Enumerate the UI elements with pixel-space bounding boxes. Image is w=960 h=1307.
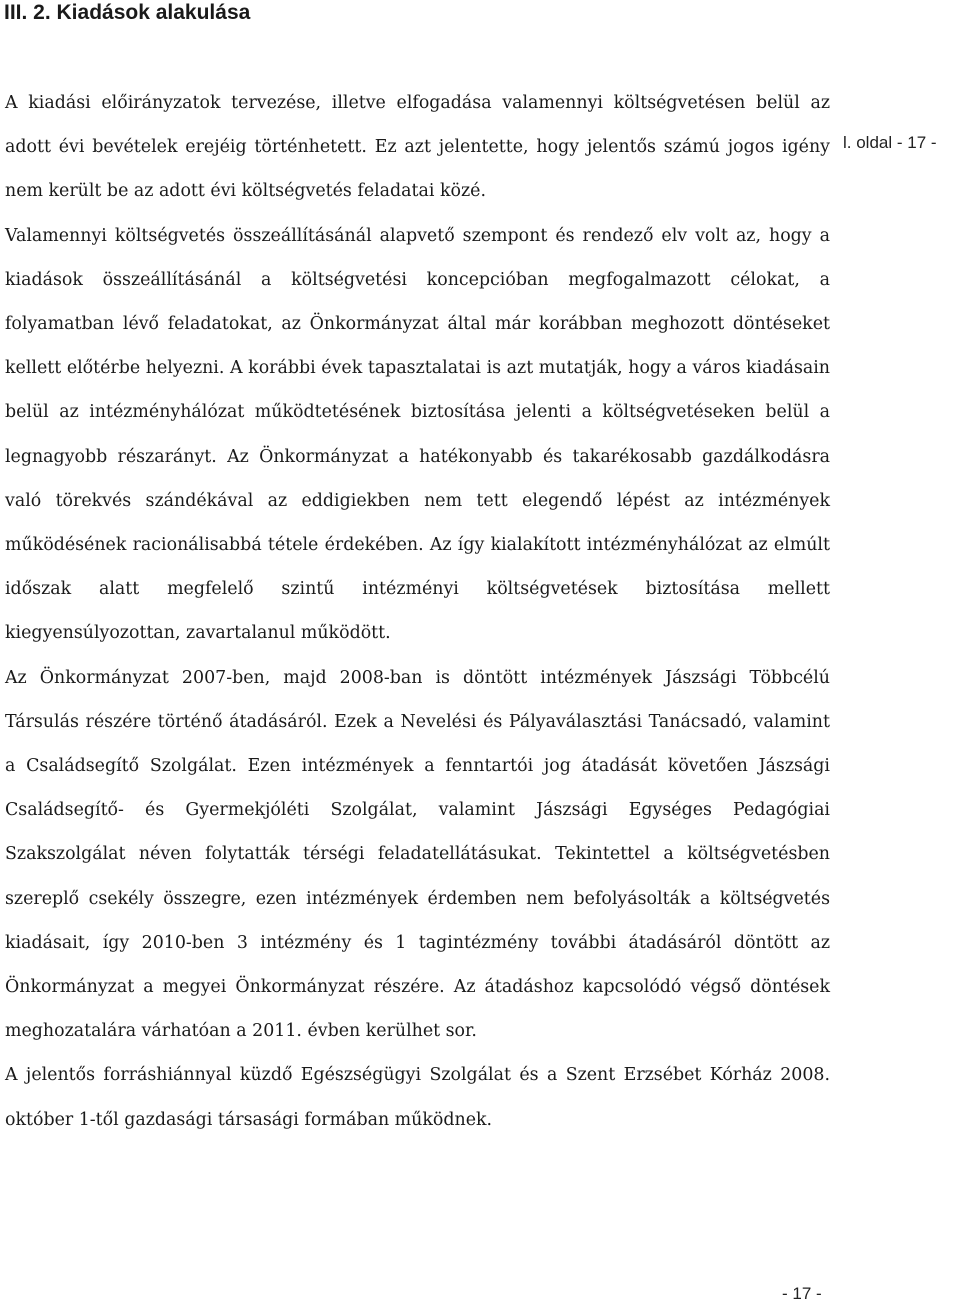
paragraph-2: Valamennyi költségvetés összeállításánál alapvető szempont és rendező elv volt az, hogy a kiadások összeállításánál a költségvetési koncepcióban megfogalmazott célokat, a folyamatban lévő feladatokat, az Önkormányzat által már korábban meghozott döntéseket kellett előtérbe helyezni. A korábbi évek tapasztalatai is azt mutatják, hogy a város kiadásain belül az intézményhálózat működtetésének biztosítása jelenti a költségvetéseken belül a legnagyobb részarányt. Az Önkormányzat a hatékonyabb és takarékosabb gazdálkodásra való törekvés szándékával az eddigiekben nem tett elegendő lépést az intézmények működésének racionálisabbá tétele érdekében. Az így kialakított intézményhálózat az elmúlt időszak alatt megfelelő szintű intézményi költségvetések biztosítása mellett kiegyensúlyozottan, zavartalanul működött. [5,225,830,644]
paragraph-4: A jelentős forráshiánnyal küzdő Egészségügyi Szolgálat és a Szent Erzsébet Kórház 2008. október 1-től gazdasági társasági formában működnek. [5,1065,830,1130]
page-side-label: l. oldal - 17 - [843,133,937,152]
paragraph-3: Az Önkormányzat 2007-ben, majd 2008-ban is döntött intézmények Jászsági Többcélú Társulás részére történő átadásáról. Ezek a Nevelési és Pályaválasztási Tanácsadó, valamint a Családsegítő Szolgálat. Ezen intézmények a fenntartói jog átadását követően Jászsági Családsegítő- és Gyermekjóléti Szolgálat, valamint Jászsági Egységes Pedagógiai Szakszolgálat néven folytatták térségi feladatellátásukat. Tekintettel a költségvetésben szereplő csekély összegre, ezen intézmények érdemben nem befolyásolták a költségvetés kiadásait, így 2010-ben 3 intézmény és 1 tagintézmény további átadásáról döntött az Önkormányzat a megyei Önkormányzat részére. Az átadáshoz kapcsolódó végső döntések meghozatalára várhatóan a 2011. évben kerülhet sor. [5,667,830,1042]
document-body [5,81,830,1142]
section-heading: III. 2. Kiadások alakulása [4,1,251,24]
paragraph-1: A kiadási előirányzatok tervezése, illetve elfogadása valamennyi költségvetésen belül az adott évi bevételek erejéig történhetett. Ez azt jelentette, hogy jelentős számú jogos igény nem került be az adott évi költségvetés feladatai közé. [5,93,830,202]
page-number: - 17 - [782,1284,822,1303]
